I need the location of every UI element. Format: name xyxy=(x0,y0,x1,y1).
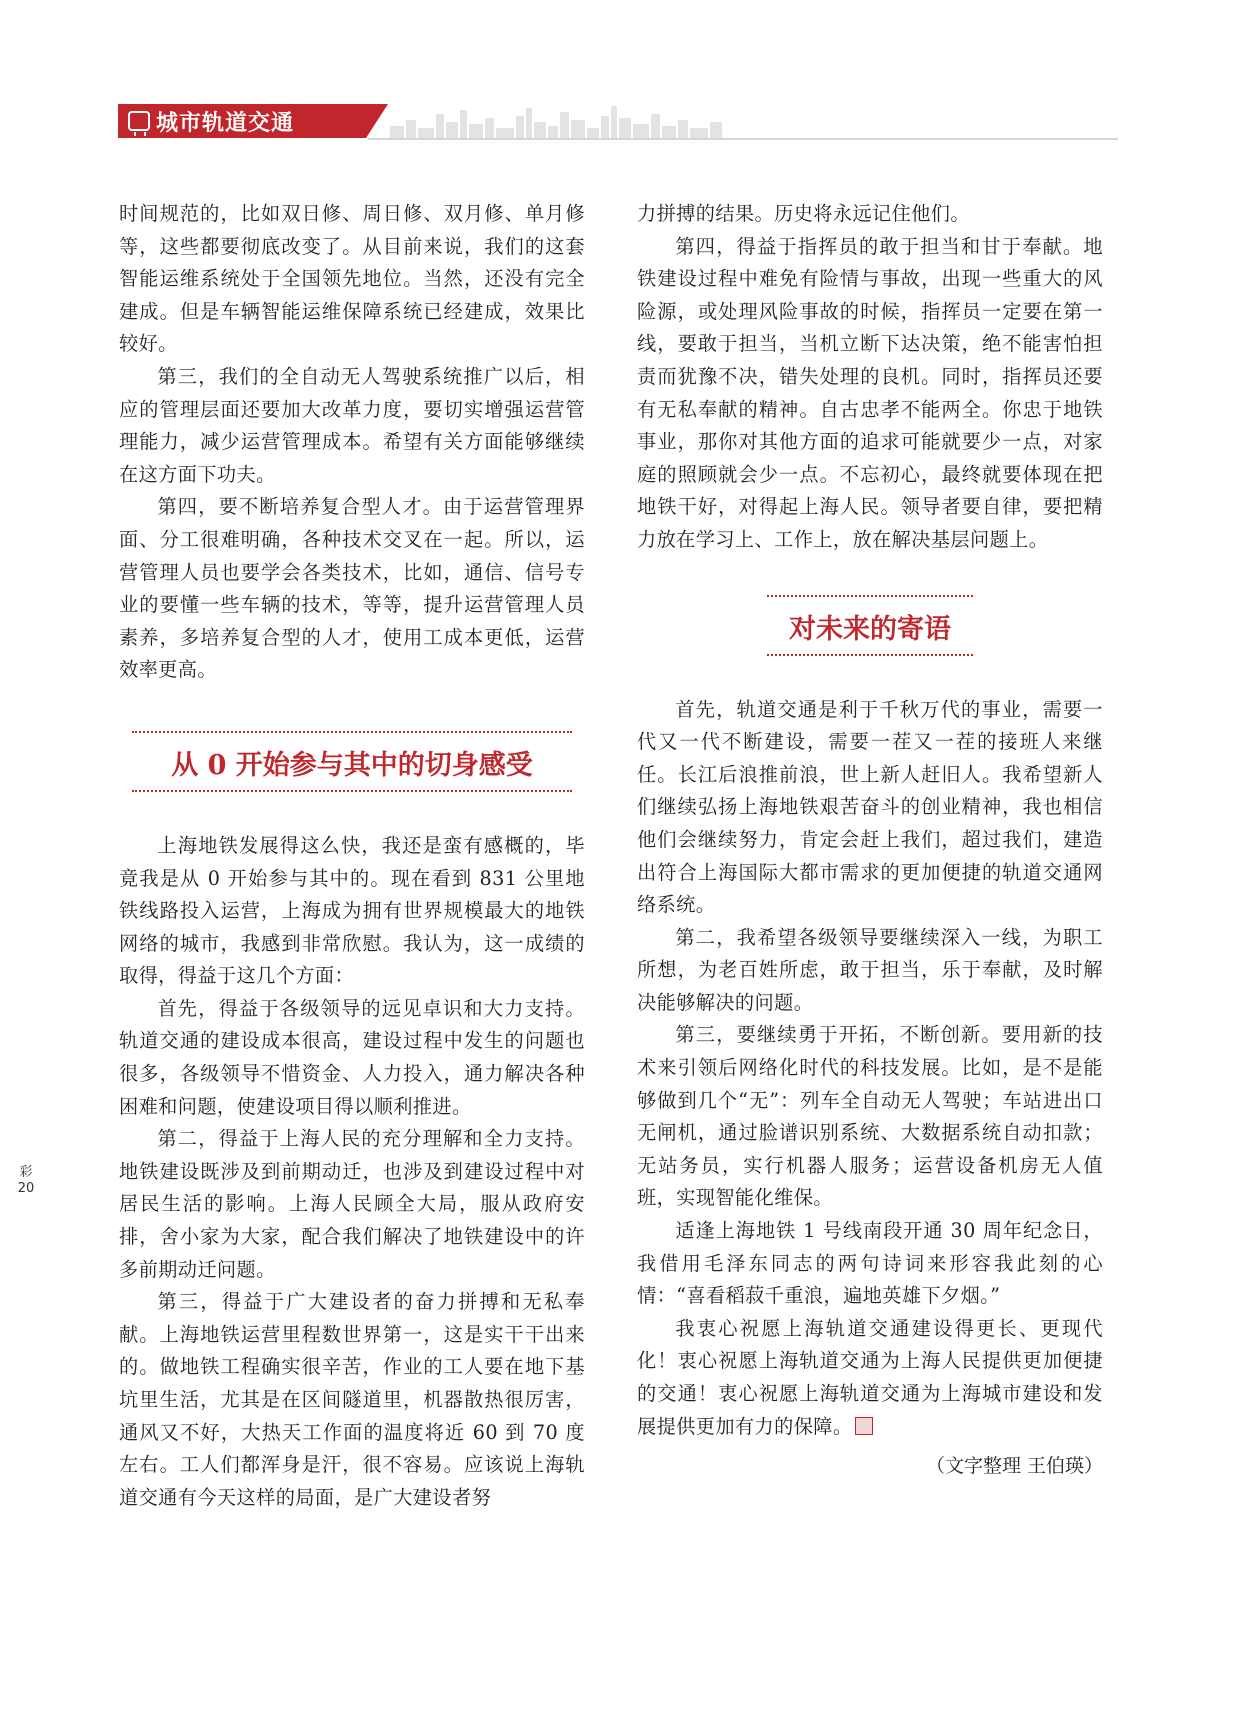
paragraph: 首先，得益于各级领导的远见卓识和大力支持。轨道交通的建设成本很高，建设过程中发生的问题也很多，各级领导不惜资金、人力投入，通力解决各种困难和问题，使建设项目得以顺利推进。 xyxy=(119,996,585,1118)
monitor-logo-icon xyxy=(128,111,150,131)
paragraph: 第四，要不断培养复合型人才。由于运营管理界面、分工很难明确，各种技术交叉在一起。所以，运营管理人员也要学会各类技术，比如，通信、信号专业的要懂一些车辆的技术，等等，提升运营管理人员素养，多培养复合型的人才，使用工成本更低，运营效率更高。 xyxy=(119,495,585,682)
left-column xyxy=(119,198,585,1514)
paragraph: 适逢上海地铁 1 号线南段开通 30 周年纪念日，我借用毛泽东同志的两句诗词来形容我此刻的心情：“喜看稻菽千重浪，遍地英雄下夕烟。” xyxy=(637,1219,1103,1308)
city-skyline-graphic xyxy=(390,104,730,138)
page-label: 彩 xyxy=(19,1165,33,1180)
page-header xyxy=(118,104,1118,140)
paragraph: 第三，要继续勇于开拓，不断创新。要用新的技术来引领后网络化时代的科技发展。比如，是不是能够做到几个“无”：列车全自动无人驾驶；车站进出口无闸机，通过脸谱识别系统、大数据系统自动扣款；无站务员，实行机器人服务；运营设备机房无人值班，实现智能化维保。 xyxy=(637,1023,1103,1210)
paragraph: 第二，我希望各级领导要继续深入一线，为职工所想，为老百姓所虑，敢于担当，乐于奉献，及时解决能够解决的问题。 xyxy=(637,925,1103,1014)
paragraph: 上海地铁发展得这么快，我还是蛮有感概的，毕竟我是从 0 开始参与其中的。现在看到 831 公里地铁线路投入运营，上海成为拥有世界规模最大的地铁网络的城市，我感到非常欣慰。我认为，这一成绩的取得，得益于这几个方面： xyxy=(119,833,585,988)
section-heading: 对未来的寄语 xyxy=(637,595,1103,656)
page-digit: 20 xyxy=(17,1181,35,1196)
paragraph: 第四，得益于指挥员的敢于担当和甘于奉献。地铁建设过程中难免有险情与事故，出现一些重大的风险源，或处理风险事故的时候，指挥员一定要在第一线，要敢于担当，当机立断下达决策，绝不能害怕担责而犹豫不决，错失处理的良机。同时，指挥员还要有无私奉献的精神。自古忠孝不能两全。你忠于地铁事业，那你对其他方面的追求可能就要少一点，对家庭的照顾就会少一点。不忘初心，最终就要体现在把地铁干好，对得起上海人民。领导者要自律，要把精力放在学习上、工作上，放在解决基层问题上。 xyxy=(637,234,1103,551)
paragraph: 时间规范的，比如双日修、周日修、双月修、单月修等，这些都要彻底改变了。从目前来说，我们的这套智能运维系统处于全国领先地位。当然，还没有完全建成。但是车辆智能运维保障系统已经建成，效果比较好。 xyxy=(119,202,585,356)
section-tab xyxy=(118,104,366,138)
paragraph: 首先，轨道交通是利于千秋万代的事业，需要一代又一代不断建设，需要一茬又一茬的接班人来继任。长江后浪推前浪，世上新人赶旧人。我希望新人们继续弘扬上海地铁艰苦奋斗的创业精神，我也相信他们会继续努力，肯定会赶上我们，超过我们，建造出符合上海国际大都市需求的更加便捷的轨道交通网络系统。 xyxy=(637,697,1103,917)
section-heading: 从 0 开始参与其中的切身感受 xyxy=(119,731,585,792)
paragraph: 第三，我们的全自动无人驾驶系统推广以后，相应的管理层面还要加大改革力度，要切实增强运营管理能力，减少运营管理成本。希望有关方面能够继续在这方面下功夫。 xyxy=(119,364,585,486)
right-column xyxy=(637,198,1103,1478)
paragraph: 第二，得益于上海人民的充分理解和全力支持。地铁建设既涉及到前期动迁，也涉及到建设过程中对居民生活的影响。上海人民顾全大局，服从政府安排，舍小家为大家，配合我们解决了地铁建设中的许多前期动迁问题。 xyxy=(119,1127,585,1281)
closing-text: 我衷心祝愿上海轨道交通建设得更长、更现代化！衷心祝愿上海轨道交通为上海人民提供更加便捷的交通！衷心祝愿上海轨道交通为上海城市建设和发展提供更加有力的保障。 xyxy=(637,1316,1103,1438)
page-number xyxy=(14,1165,38,1197)
section-title: 城市轨道交通 xyxy=(156,110,295,136)
paragraph xyxy=(637,1313,1103,1443)
paragraph: 力拼搏的结果。历史将永远记住他们。 xyxy=(637,202,970,225)
end-mark-icon xyxy=(855,1417,873,1435)
header-rule xyxy=(368,138,1118,140)
paragraph: 第三，得益于广大建设者的奋力拼搏和无私奉献。上海地铁运营里程数世界第一，这是实干干出来的。做地铁工程确实很辛苦，作业的工人要在地下基坑里生活，尤其是在区间隧道里，机器散热很厉害，通风又不好，大热天工作面的温度将近 60 到 70 度左右。工人们都浑身是汗，很不容易。应该说上海轨道交通有今天这样的局面，是广大建设者努 xyxy=(119,1290,585,1509)
tab-fold xyxy=(366,104,388,138)
author-credit: （文字整理 王伯瑛） xyxy=(925,1455,1103,1478)
